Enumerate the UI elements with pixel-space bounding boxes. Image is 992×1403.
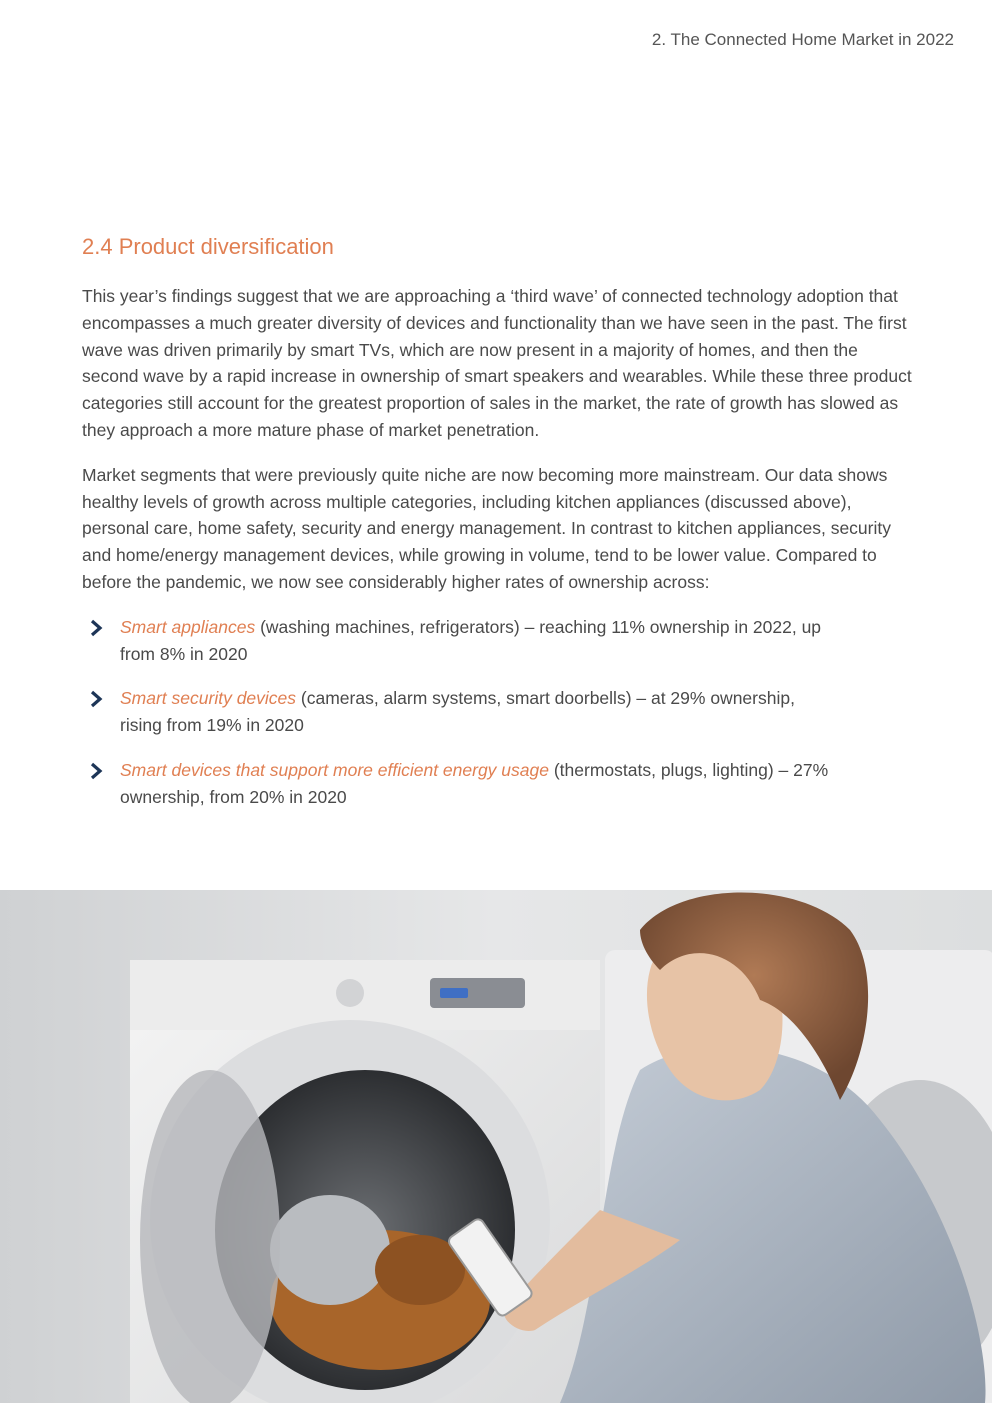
list-item <box>82 757 840 811</box>
bullet-highlight: Smart appliances <box>120 616 256 637</box>
bullet-text: (thermostats, plugs, lighting) – 27% ownership, from 20% in 2020 <box>120 759 829 807</box>
bullet-text: (washing machines, refrigerators) – reaching 11% ownership in 2022, up from 8% in 2020 <box>120 616 822 664</box>
chevron-right-icon <box>87 690 105 708</box>
section-title: 2.4 Product diversification <box>82 234 334 259</box>
section-body <box>82 283 912 829</box>
list-item <box>82 614 840 668</box>
paragraph-intro: This year’s findings suggest that we are approaching a ‘third wave’ of connected technology adoption that encompasses a much greater diversity of devices and functionality than we have seen in the past. The first wave was driven primarily by smart TVs, which are now present in a majority of homes, and then the second wave by a rapid increase in ownership of smart speakers and wearables. While these three product categories still account for the greatest proportion of sales in the market, the rate of growth has slowed as they approach a more mature phase of market penetration. <box>82 286 912 440</box>
ownership-list <box>82 614 912 811</box>
chevron-right-icon <box>87 762 105 780</box>
paragraph-market-segments: Market segments that were previously quite niche are now becoming more mainstream. Our data shows healthy levels of growth across multiple categories, including kitchen appliances (discussed above), personal care, home safety, security and energy management. In contrast to kitchen appliances, security and home/energy management devices, while growing in volume, tend to be lower value. Compared to before the pandemic, we now see considerably higher rates of ownership across: <box>82 464 891 592</box>
bullet-highlight: Smart devices that support more efficient energy usage <box>120 759 549 780</box>
list-item <box>82 685 840 739</box>
bullet-text: (cameras, alarm systems, smart doorbells) – at 29% ownership, rising from 19% in 2020 <box>120 688 795 736</box>
running-header: 2. The Connected Home Market in 2022 <box>651 30 954 49</box>
chevron-right-icon <box>87 619 105 637</box>
photo-woman-at-washing-machine <box>0 890 992 1403</box>
photo-illustration <box>0 890 992 1403</box>
bullet-highlight: Smart security devices <box>120 688 297 709</box>
